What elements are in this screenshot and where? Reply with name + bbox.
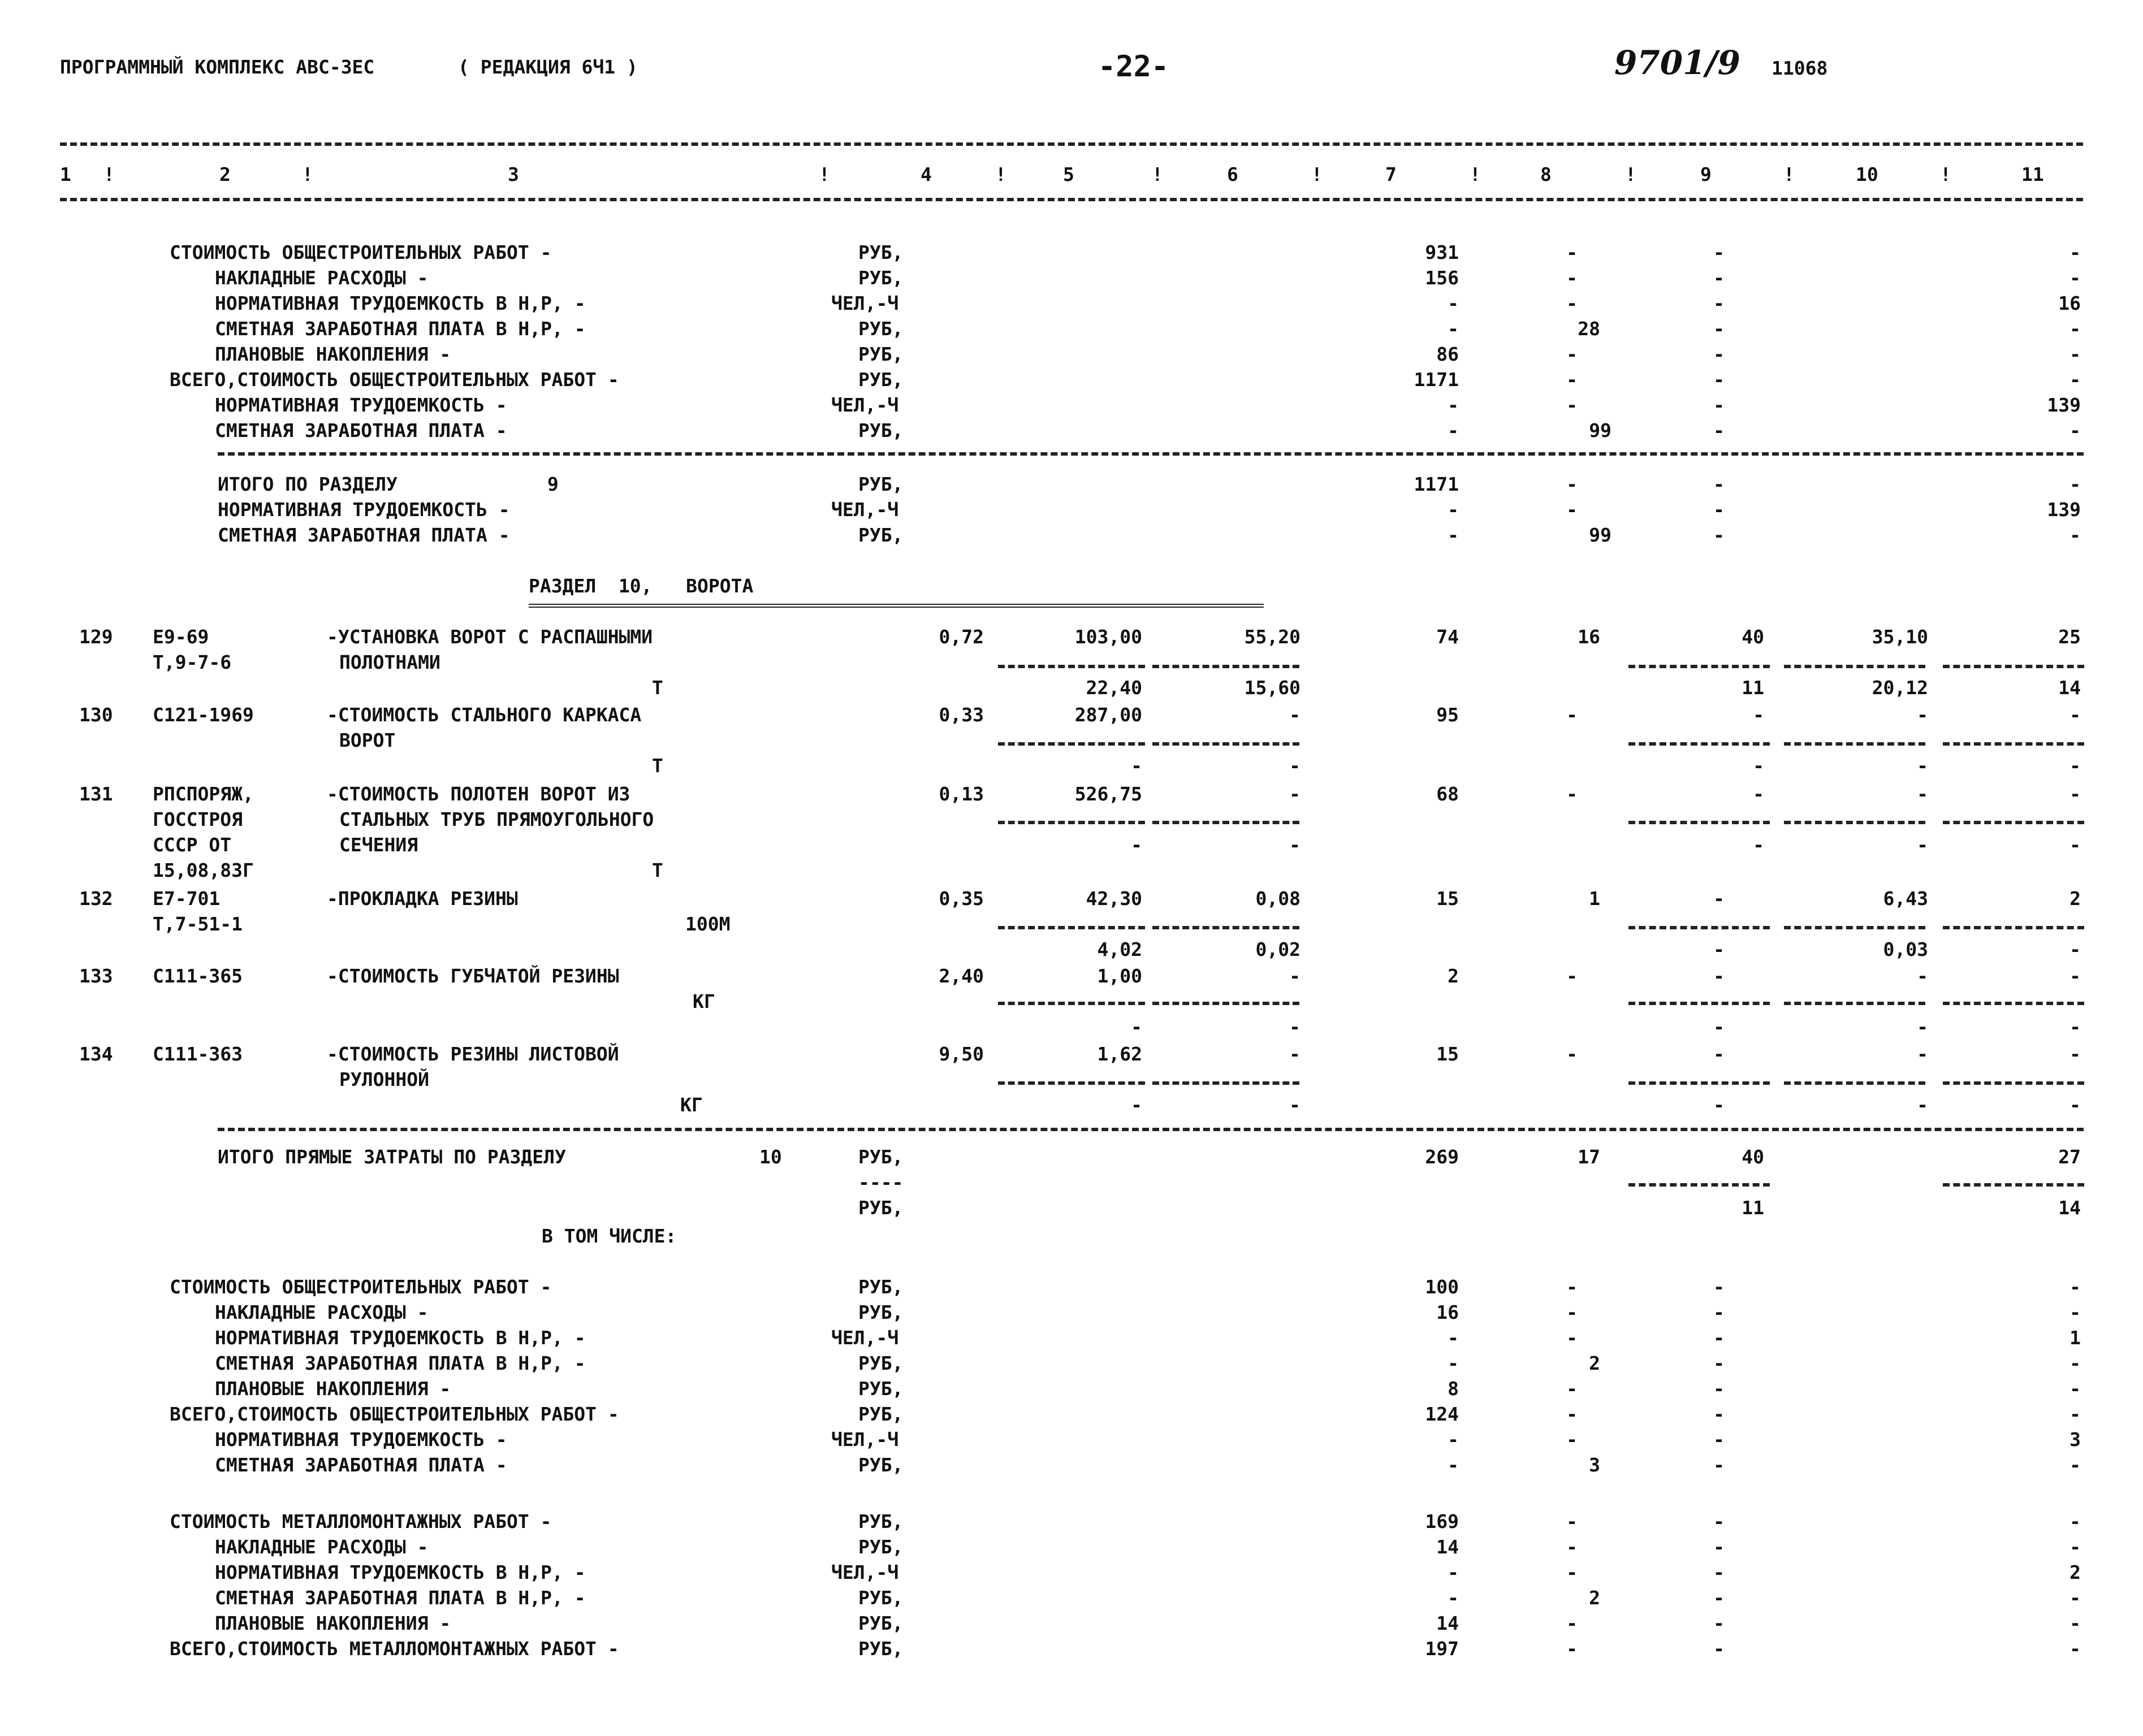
header-rule-bottom [60,198,2083,201]
section-10-rule [218,1128,2084,1131]
label-labor: НОРМАТИВНАЯ ТРУДОЕМКОСТЬ - [215,394,507,416]
column-header-1: 1 [60,163,71,185]
label-cost-general: СТОИМОСТЬ ОБЩЕСТРОИТЕЛЬНЫХ РАБОТ - [170,241,552,263]
label-total-general: ВСЕГО,СТОИМОСТЬ ОБЩЕСТРОИТЕЛЬНЫХ РАБОТ - [170,369,619,391]
label-cost-metal: СТОИМОСТЬ МЕТАЛЛОМОНТАЖНЫХ РАБОТ - [170,1510,552,1532]
document-code: 9701/9 [1614,44,1740,82]
column-header-9: 9 [1700,163,1712,185]
column-header-3: 3 [508,163,519,185]
label-total-metal: ВСЕГО,СТОИМОСТЬ МЕТАЛЛОМОНТАЖНЫХ РАБОТ - [170,1638,619,1660]
column-header-8: 8 [1540,163,1552,185]
column-header-6: 6 [1227,163,1238,185]
column-header-4: 4 [921,163,932,185]
column-header-11: 11 [2021,163,2044,185]
page-number: -22- [1098,50,1169,84]
column-header-7: 7 [1385,163,1397,185]
including-label: В ТОМ ЧИСЛЕ: [542,1225,677,1247]
document-number: 11068 [1772,57,1828,79]
section-9-rule [218,452,2084,456]
label-section-total: ИТОГО ПО РАЗДЕЛУ [218,473,398,495]
section-title: РАЗДЕЛ 10, ВОРОТА [529,575,754,597]
edition-label: ( РЕДАКЦИЯ 6Ч1 ) [458,56,638,78]
column-header-2: 2 [219,163,231,185]
label-direct-total: ИТОГО ПРЯМЫЕ ЗАТРАТЫ ПО РАЗДЕЛУ [218,1146,566,1168]
program-title: ПРОГРАММНЫЙ КОМПЛЕКС АВС-ЗЕС [60,56,375,78]
column-header-5: 5 [1063,163,1074,185]
label-wage-nr: СМЕТНАЯ ЗАРАБОТНАЯ ПЛАТА В Н,Р, - [215,318,586,340]
section-title-underline [529,604,1264,608]
label-labor-nr: НОРМАТИВНАЯ ТРУДОЕМКОСТЬ В Н,Р, - [215,292,586,314]
column-header-10: 10 [1856,163,1878,185]
label-wage: СМЕТНАЯ ЗАРАБОТНАЯ ПЛАТА - [215,419,507,441]
header-rule-top [60,142,2083,146]
label-savings: ПЛАНОВЫЕ НАКОПЛЕНИЯ - [215,343,451,365]
label-overhead: НАКЛАДНЫЕ РАСХОДЫ - [215,267,429,289]
